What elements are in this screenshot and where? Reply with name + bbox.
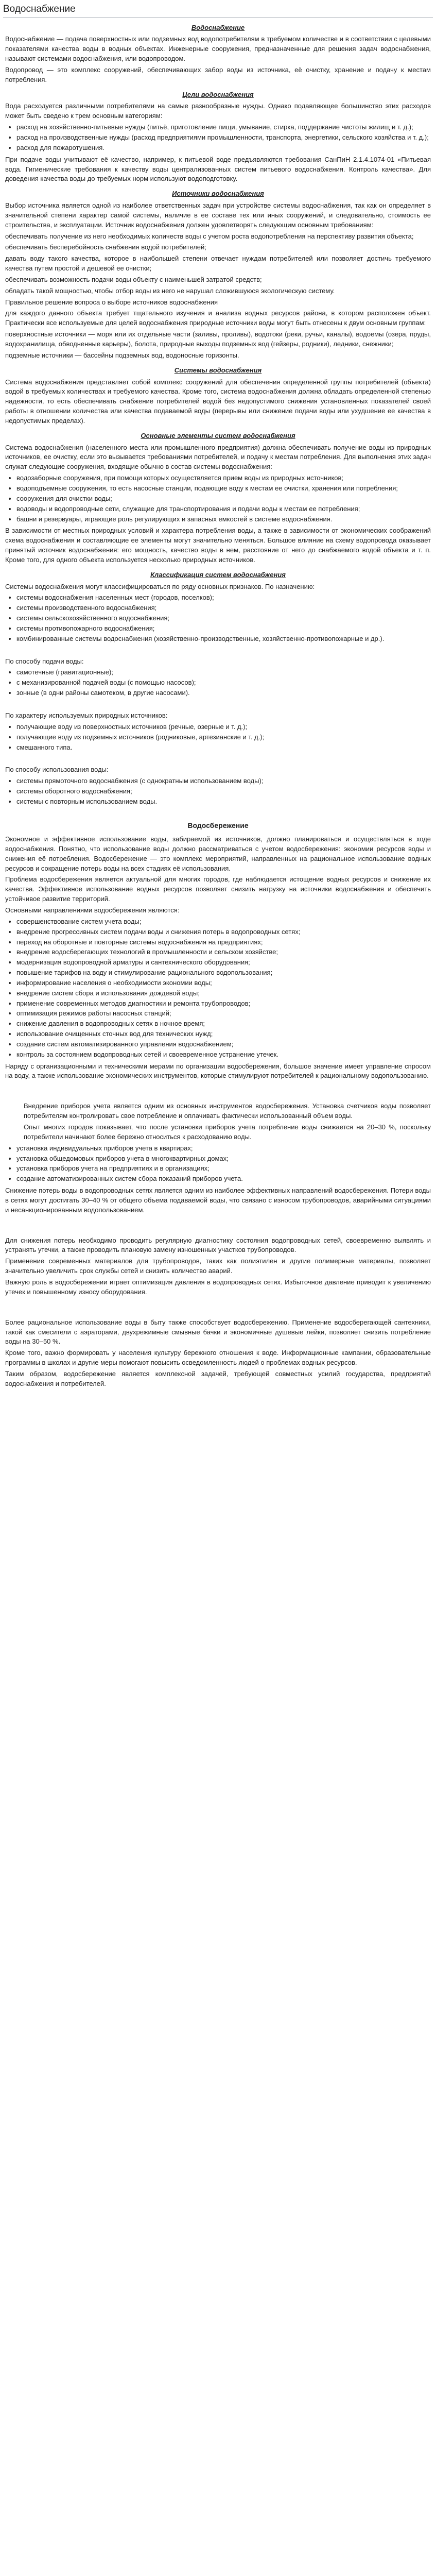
section-heading-sources: Источники водоснабжения <box>172 190 264 198</box>
list-item: • комбинированные системы водоснабжения (хозяйственно-производственные, хозяйственно-противопожарные и др.). <box>16 634 431 644</box>
indented-block <box>5 1101 431 1142</box>
paragraph: Для снижения потерь необходимо проводить регулярную диагностику состояния водопроводных сетей, своевременно выявлять и устранять утечки, а также проводить плановую замену изношенных участков трубопроводов. <box>5 1236 431 1254</box>
article-body <box>3 23 433 1389</box>
section-heading-elements: Основные элементы систем водоснабжения <box>141 431 295 439</box>
paragraph: По характеру используемых природных источников: <box>5 711 168 720</box>
list-item: • системы противопожарного водоснабжения; <box>16 624 431 634</box>
paragraph: По способу использования воды: <box>5 766 109 774</box>
list-item: • установка общедомовых приборов учета в многоквартирных домах; <box>16 1154 431 1164</box>
paragraph: Вода расходуется различными потребителями на самые разнообразные нужды. Однако подавляющее большинство этих расходов может быть сведено к трем основным категориям: <box>5 102 431 120</box>
paragraph: Водопровод — это комплекс сооружений, обеспечивающих забор воды из источника, её очистку, хранение и подачу к местам потребления. <box>5 65 431 83</box>
section-heading-saving: Водосбережение <box>187 821 249 829</box>
paragraph: Снижение потерь воды в водопроводных сетях является одним из наиболее эффективных направлений водосбережения. Потери воды в сетях могут достигать 30–40 % от общего объема подаваемой воды, что связано с износом трубопроводов, аварийными ситуациями и несанкционированным водопользованием. <box>5 1187 431 1214</box>
list-item: • системы водоснабжения населенных мест (городов, поселков); <box>16 593 431 603</box>
list-item: • зонные (в одни районы самотеком, в другие насосами). <box>16 688 431 698</box>
paragraph: Наряду с организационными и техническими мерами по организации водосбережения, большое значение имеет управление спросом на воду, а также использование экономических инструментов, которые стимулируют потребителей к рациональному водопользованию. <box>5 1062 431 1080</box>
class-source-list <box>5 722 431 753</box>
list-item: • модернизация водопроводной арматуры и сантехнического оборудования; <box>16 958 431 968</box>
list-item: • использование очищенных сточных вод для технических нужд; <box>16 1029 431 1039</box>
paragraph: Проблема водосбережения является актуальной для многих городов, где наблюдается истощение водных ресурсов и снижение их качества. Эффективное использование водных ресурсов позволяет снизить нагрузку на источники водоснабжения и обеспечить устойчивое развитие территорий. <box>5 875 431 903</box>
paragraph: В зависимости от местных природных условий и характера потребления воды, а также в зависимости от экономических соображений схема водоснабжения и составляющие ее элементы могут значительно меняться. Большое влияние на схему водопровода оказывает принятый источник водоснабжения: его мощность, качество воды в нем, расстояние от него до снабжаемого водой объекта и т. п. Кроме того, для одного объекта используется несколько природных источников. <box>5 527 431 564</box>
list-item: • системы оборотного водоснабжения; <box>16 787 431 796</box>
paragraph: Опыт многих городов показывает, что после установки приборов учета потребление воды снижается на 20–30 %, поскольку потребители начинают более бережно относиться к расходованию воды. <box>24 1123 431 1141</box>
list-item: • расход на хозяйственно-питьевые нужды (питьё, приготовление пищи, умывание, стирка, поддержание чистоты жилищ и т. д.); <box>16 123 431 132</box>
section-heading-goals: Цели водоснабжения <box>182 90 254 98</box>
list-item: • водозаборные сооружения, при помощи которых осуществляется прием воды из природных источников; <box>16 473 431 483</box>
list-item: • смешанного типа. <box>16 743 431 753</box>
section-heading-systems: Системы водоснабжения <box>174 366 262 374</box>
list-item: • системы с повторным использованием воды. <box>16 797 431 807</box>
list-item: • получающие воду из поверхностных источников (речные, озерные и т. д.); <box>16 722 431 732</box>
page-title: Водоснабжение <box>3 2 433 18</box>
paragraph: давать воду такого качества, которое в наибольшей степени отвечает нуждам потребителей или позволяет достичь требуемого качества путем простой и дешевой ее очистки; <box>5 255 431 273</box>
list-item: • водоподъемные сооружения, то есть насосные станции, подающие воду к местам ее очистки, хранения или потребления; <box>16 484 431 494</box>
list-item: • переход на оборотные и повторные системы водоснабжения на предприятиях; <box>16 938 431 947</box>
class-use-list <box>5 776 431 807</box>
section-heading-classification: Классификация систем водоснабжения <box>150 570 286 579</box>
paragraph: для каждого данного объекта требует тщательного изучения и анализа водных ресурсов района, в котором расположен объект. Практически все используемые для целей водоснабжения природные источники воды могут быть отнесены к двум основным группам: <box>5 309 431 327</box>
metering-list <box>5 1144 431 1184</box>
list-item: • внедрение систем сбора и использования дождевой воды; <box>16 989 431 998</box>
list-item: • установка индивидуальных приборов учета в квартирах; <box>16 1144 431 1154</box>
list-item: • совершенствование систем учета воды; <box>16 917 431 927</box>
list-item: • создание автоматизированных систем сбора показаний приборов учета. <box>16 1174 431 1184</box>
elements-list <box>5 473 431 524</box>
list-item: • внедрение водосберегающих технологий в промышленности и сельском хозяйстве; <box>16 947 431 957</box>
paragraph: Водоснабжение — подача поверхностных или подземных вод водопотребителям в требуемом количестве и в соответствии с целевыми показателями качества воды в водных объектах. Инженерные сооружения, предназначенные для решения задач водоснабжения, называют системами водоснабжения, или водопроводом. <box>5 35 431 63</box>
section-heading-supply: Водоснабжение <box>191 23 245 31</box>
list-item: • расход для пожаротушения. <box>16 143 431 153</box>
paragraph: подземные источники — бассейны подземных вод, водоносные горизонты. <box>5 351 239 359</box>
paragraph: обеспечивать бесперебойность снабжения водой потребителей; <box>5 243 206 251</box>
paragraph: поверхностные источники — моря или их отдельные части (заливы, проливы), водотоки (реки, ручьи, каналы), водоемы (озера, пруды, водохранилища, обводненные карьеры), болота, природные выходы подземных вод (гейзеры, родники), ледники, снежники; <box>5 330 431 348</box>
paragraph: Выбор источника является одной из наиболее ответственных задач при устройстве системы водоснабжения, так как он определяет в значительной степени характер самой системы, наличие в ее составе тех или иных сооружений, и следовательно, стоимость ее строительства, и эксплуатации. Источник водоснабжения должен удовлетворять следующим основным требованиям: <box>5 201 431 229</box>
paragraph: Система водоснабжения (населенного места или промышленного предприятия) должна обеспечивать получение воды из природных источников, ее очистку, если это вызывается требованиями потребителей, и подачу к местам потребления. Для выполнения этих задач служат следующие сооружения, входящие обычно в состав системы водоснабжения: <box>5 443 431 471</box>
paragraph: Кроме того, важно формировать у населения культуру бережного отношения к воде. Информационные кампании, образовательные программы в школах и другие меры помогают повысить осведомленность людей о проблемах водных ресурсов. <box>5 1349 431 1367</box>
paragraph: Система водоснабжения представляет собой комплекс сооружений для обеспечения определенной группы потребителей (объекта) водой в требуемых количествах и требуемого качества. Кроме того, система водоснабжения должна обладать определенной степенью надежности, то есть обеспечивать снабжение потребителей водой без недопустимого снижения установленных показателей своей работы в отношении количества или качества подаваемой воды (перерывы или снижение подачи воды или ухудшение ее качества в недопустимых пределах). <box>5 378 431 425</box>
paragraph: При подаче воды учитывают её качество, например, к питьевой воде предъявляются требования СанПиН 2.1.4.1074-01 «Питьевая вода. Гигиенические требования к качеству воды централизованных систем питьевого водоснабжения. Контроль качества». Для доведения качества воды до требуемых норм используют водоподготовку. <box>5 155 431 183</box>
list-item: • водоводы и водопроводные сети, служащие для транспортирования и подачи воды к местам ее потребления; <box>16 504 431 514</box>
saving-list <box>5 917 431 1060</box>
list-item: • применение современных методов диагностики и ремонта трубопроводов; <box>16 999 431 1009</box>
paragraph: Более рациональное использование воды в быту также способствует водосбережению. Применение водосберегающей сантехники, такой как смесители с аэраторами, двухрежимные смывные бачки и экономичные душевые лейки, позволяет снизить потребление воды на 30–50 %. <box>5 1318 431 1346</box>
list-item: • контроль за состоянием водопроводных сетей и своевременное устранение утечек. <box>16 1050 431 1060</box>
list-item: • самотечные (гравитационные); <box>16 668 431 677</box>
list-item: • установка приборов учета на предприятиях и в организациях; <box>16 1164 431 1174</box>
list-item: • системы производственного водоснабжения; <box>16 603 431 613</box>
paragraph: Основными направлениями водосбережения являются: <box>5 906 180 914</box>
paragraph: Системы водоснабжения могут классифицироваться по ряду основных признаков. По назначению: <box>5 582 315 590</box>
list-item: • оптимизация режимов работы насосных станций; <box>16 1009 431 1019</box>
paragraph: обеспечивать получение из него необходимых количеств воды с учетом роста водопотребления на перспективу развития объекта; <box>5 232 414 240</box>
list-item: • системы прямоточного водоснабжения (с однократным использованием воды); <box>16 776 431 786</box>
paragraph: По способу подачи воды: <box>5 657 84 665</box>
paragraph: Таким образом, водосбережение является комплексной задачей, требующей совместных усилий государства, предприятий водоснабжения и потребителей. <box>5 1369 431 1387</box>
list-item: • расход на производственные нужды (расход предприятиями промышленности, транспорта, энергетики, сельского хозяйства и т. д.); <box>16 133 431 143</box>
paragraph: Правильное решение вопроса о выборе источников водоснабжения <box>5 298 218 306</box>
class-supply-list <box>5 668 431 698</box>
paragraph: обеспечивать возможность подачи воды объекту с наименьшей затратой средств; <box>5 275 262 283</box>
paragraph: Важную роль в водосбережении играет оптимизация давления в водопроводных сетях. Избыточное давление приводит к увеличению утечек и повышенному износу оборудования. <box>5 1278 431 1296</box>
paragraph: обладать такой мощностью, чтобы отбор воды из него не нарушал сложившуюся экологическую систему. <box>5 286 335 295</box>
list-item: • с механизированной подачей воды (с помощью насосов); <box>16 678 431 688</box>
paragraph: Экономное и эффективное использование воды, забираемой из источников, должно планироваться и осуществляться в ходе водоснабжения. Понятно, что использование воды должно рассматриваться с учетом водосбережения: экономии ресурсов воды и снижения её потребления. Водосбережение — это комплекс мероприятий, направленных на рациональное использование водных ресурсов и сокращение потерь воды на всех стадиях её использования. <box>5 835 431 872</box>
paragraph: Внедрение приборов учета является одним из основных инструментов водосбережения. Установка счетчиков воды позволяет потребителям контролировать свое потребление и оплачивать фактически использованный объем воды. <box>24 1102 431 1120</box>
list-item: • получающие воду из подземных источников (родниковые, артезианские и т. д.); <box>16 733 431 742</box>
list-item: • снижение давления в водопроводных сетях в ночное время; <box>16 1019 431 1029</box>
list-item: • создание систем автоматизированного управления водоснабжением; <box>16 1040 431 1049</box>
paragraph: Применение современных материалов для трубопроводов, таких как полиэтилен и другие полимерные материалы, позволяет значительно увеличить срок службы сетей и снизить количество аварий. <box>5 1257 431 1275</box>
list-item: • системы сельскохозяйственного водоснабжения; <box>16 614 431 623</box>
list-item: • сооружения для очистки воды; <box>16 494 431 504</box>
list-item: • башни и резервуары, играющие роль регулирующих и запасных емкостей в системе водоснабжения. <box>16 515 431 524</box>
list-item: • внедрение прогрессивных систем подачи воды и снижения потерь в водопроводных сетях; <box>16 927 431 937</box>
class-purpose-list <box>5 593 431 643</box>
list-item: • информирование населения о необходимости экономии воды; <box>16 978 431 988</box>
list-item: • повышение тарифов на воду и стимулирование рационального водопользования; <box>16 968 431 978</box>
goal-list <box>5 123 431 153</box>
